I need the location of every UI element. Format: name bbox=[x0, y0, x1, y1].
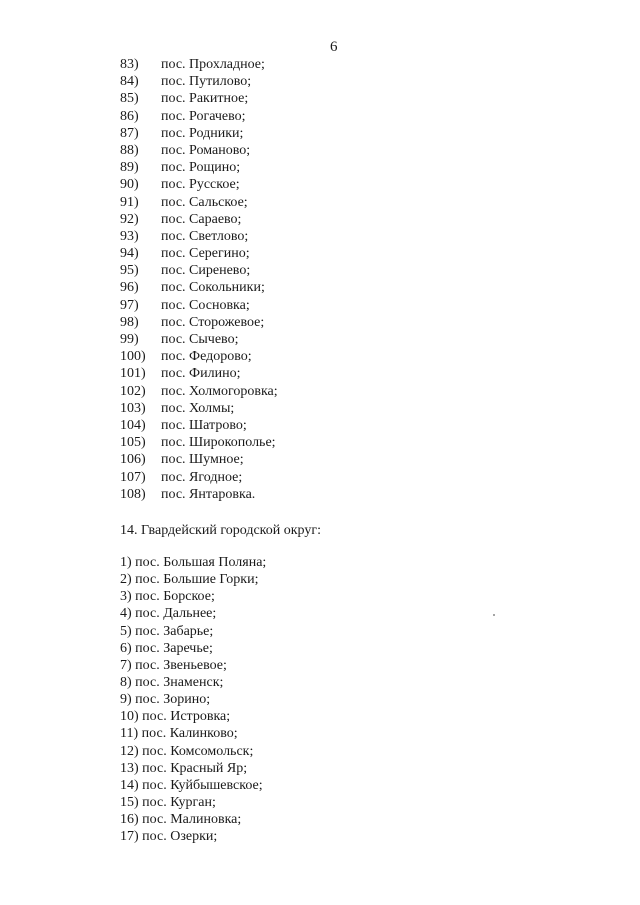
list-item-text: пос. Сычево; bbox=[161, 332, 239, 347]
list-item bbox=[120, 194, 278, 211]
list-item: 1) пос. Большая Поляна; bbox=[120, 555, 267, 570]
list-item-number: 95) bbox=[120, 263, 139, 279]
list-item-number: 89) bbox=[120, 160, 139, 176]
list-item bbox=[120, 348, 278, 365]
list-item-number: 99) bbox=[120, 332, 139, 347]
list-item-text: пос. Шумное; bbox=[161, 452, 244, 468]
list-item-number: 88) bbox=[120, 142, 139, 158]
list-item bbox=[120, 400, 278, 417]
list-item bbox=[120, 211, 278, 228]
list-item-text: пос. Сальское; bbox=[161, 194, 248, 210]
list-item-number: 101) bbox=[120, 366, 146, 382]
list-item: 9) пос. Зорино; bbox=[120, 692, 211, 708]
list-item bbox=[120, 451, 278, 468]
list-item: 15) пос. Курган; bbox=[120, 794, 216, 810]
list-item-text: пос. Холмы; bbox=[161, 400, 235, 416]
list-item-text: пос. Филино; bbox=[161, 366, 241, 382]
list-item-text: пос. Сторожевое; bbox=[161, 314, 265, 330]
list-item bbox=[120, 73, 278, 90]
list-item bbox=[120, 262, 278, 279]
list-item bbox=[120, 331, 278, 348]
list-item bbox=[120, 383, 278, 400]
list-item-number: 85) bbox=[120, 91, 139, 107]
list-item-text: пос. Рощино; bbox=[161, 160, 241, 176]
list-item-text: пос. Сокольники; bbox=[161, 280, 265, 296]
list-item-text: пос. Путилово; bbox=[161, 74, 252, 90]
list-item: 6) пос. Заречье; bbox=[120, 640, 213, 656]
list-item-text: пос. Рогачево; bbox=[161, 108, 246, 124]
list-item: 14) пос. Куйбышевское; bbox=[120, 777, 263, 793]
list-item-number: 96) bbox=[120, 280, 139, 296]
list-item bbox=[120, 56, 278, 73]
list-item: 10) пос. Истровка; bbox=[120, 709, 231, 725]
list-item-text: пос. Серегино; bbox=[161, 246, 250, 262]
page-number: 6 bbox=[330, 39, 338, 55]
list-item-text: пос. Русское; bbox=[161, 177, 240, 193]
list-item-text: пос. Шатрово; bbox=[161, 417, 247, 433]
list-item-text: пос. Сараево; bbox=[161, 211, 242, 227]
list-item bbox=[120, 417, 278, 434]
section-heading: 14. Гвардейский городской округ: bbox=[120, 523, 322, 538]
list-item-number: 93) bbox=[120, 228, 139, 244]
list-item-number: 94) bbox=[120, 246, 139, 262]
list-item bbox=[120, 142, 278, 159]
list-item-text: пос. Прохладное; bbox=[161, 57, 265, 72]
list-item-number: 87) bbox=[120, 125, 139, 141]
list-item-text: пос. Ракитное; bbox=[161, 91, 249, 107]
list-item: 13) пос. Красный Яр; bbox=[120, 760, 248, 776]
list-item-number: 106) bbox=[120, 452, 146, 468]
list-item-number: 108) bbox=[120, 486, 146, 502]
list-item bbox=[120, 245, 278, 262]
list-item-text: пос. Сиренево; bbox=[161, 263, 251, 279]
list-item-number: 84) bbox=[120, 74, 139, 90]
list-item: 7) пос. Звеньевое; bbox=[120, 657, 227, 673]
list-item-number: 83) bbox=[120, 57, 139, 72]
list-item: 17) пос. Озерки; bbox=[120, 829, 218, 845]
list-item-text: пос. Янтаровка. bbox=[161, 486, 256, 502]
list-item: 11) пос. Калинково; bbox=[120, 726, 238, 742]
list-item-text: пос. Сосновка; bbox=[161, 297, 250, 313]
scan-speck bbox=[493, 614, 495, 616]
list-item bbox=[120, 228, 278, 245]
list-item bbox=[120, 108, 278, 125]
list-item-text: пос. Родники; bbox=[161, 125, 244, 141]
list-item-number: 107) bbox=[120, 469, 146, 485]
list-item bbox=[120, 176, 278, 193]
list-item bbox=[120, 434, 278, 451]
list-item-text: пос. Федорово; bbox=[161, 349, 252, 365]
list-item-number: 104) bbox=[120, 417, 146, 433]
list-item: 8) пос. Знаменск; bbox=[120, 674, 224, 690]
list-item-number: 102) bbox=[120, 383, 146, 399]
list-item-number: 97) bbox=[120, 297, 139, 313]
settlement-list-gvardeysky bbox=[120, 554, 266, 845]
list-item: 5) пос. Забарье; bbox=[120, 623, 214, 639]
settlement-list-continued bbox=[120, 56, 278, 503]
list-item bbox=[120, 486, 278, 503]
list-item bbox=[120, 365, 278, 382]
list-item-number: 90) bbox=[120, 177, 139, 193]
list-item bbox=[120, 297, 278, 314]
list-item-number: 98) bbox=[120, 314, 139, 330]
list-item-number: 105) bbox=[120, 435, 146, 451]
list-item: 12) пос. Комсомольск; bbox=[120, 743, 254, 759]
list-item bbox=[120, 125, 278, 142]
list-item-text: пос. Романово; bbox=[161, 142, 251, 158]
list-item-text: пос. Ягодное; bbox=[161, 469, 243, 485]
list-item-text: пос. Холмогоровка; bbox=[161, 383, 278, 399]
list-item bbox=[120, 469, 278, 486]
list-item-number: 86) bbox=[120, 108, 139, 124]
list-item: 16) пос. Малиновка; bbox=[120, 812, 242, 828]
list-item: 2) пос. Большие Горки; bbox=[120, 572, 259, 588]
list-item-number: 92) bbox=[120, 211, 139, 227]
list-item: 4) пос. Дальнее; bbox=[120, 606, 217, 622]
list-item: 3) пос. Борское; bbox=[120, 589, 215, 605]
list-item-number: 103) bbox=[120, 400, 146, 416]
list-item bbox=[120, 90, 278, 107]
list-item bbox=[120, 314, 278, 331]
list-item-text: пос. Широкополье; bbox=[161, 435, 276, 451]
list-item bbox=[120, 279, 278, 296]
list-item-text: пос. Светлово; bbox=[161, 228, 249, 244]
list-item-number: 100) bbox=[120, 349, 146, 365]
list-item bbox=[120, 159, 278, 176]
list-item-number: 91) bbox=[120, 194, 139, 210]
